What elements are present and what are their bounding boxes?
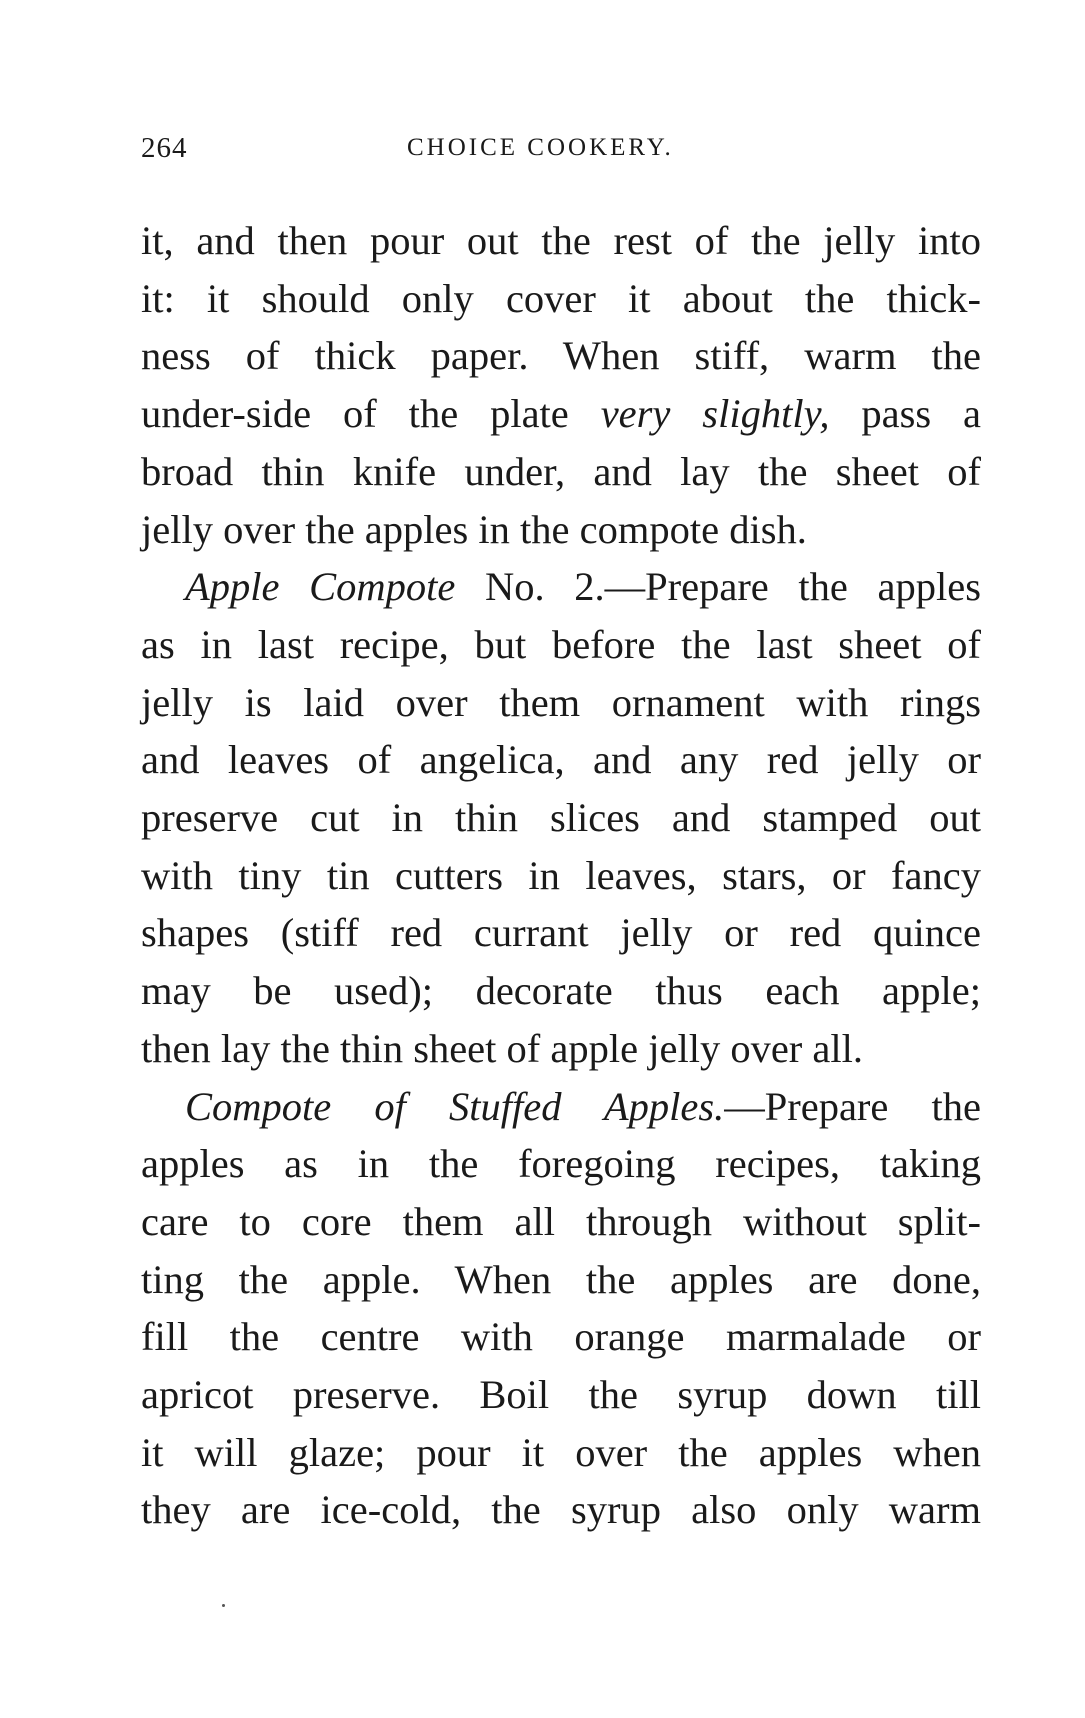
text-segment: jelly is laid over them ornament with rings [141,679,981,725]
text-segment: as in last recipe, but before the last sheet of [141,621,981,667]
text-segment: ness of thick paper. When stiff, warm the [141,333,981,379]
text-segment: care to core them all through without split- [141,1198,981,1244]
text-segment: may be used); decorate thus each apple; [141,968,981,1014]
text-line [141,731,981,789]
text-segment: it: it should only cover it about the thick- [141,275,981,321]
text-line [141,385,981,443]
text-line [141,1308,981,1366]
italic-text: very slightly, [600,391,830,437]
page-header [141,132,981,172]
italic-text: Apple Compote [185,564,456,610]
text-segment: jelly over the apples in the compote dish. [141,506,807,552]
text-line [141,1251,981,1309]
text-segment: and leaves of angelica, and any red jelly or [141,737,981,783]
text-line [141,270,981,328]
text-segment: under-side of the plate [141,391,601,437]
text-segment: apples as in the foregoing recipes, taking [141,1141,981,1187]
text-line [141,1424,981,1482]
stray-ink-mark [222,1604,225,1607]
italic-text: Compote of Stuffed Apples. [185,1083,725,1129]
text-line [141,1020,981,1078]
text-segment: No. 2.—Prepare the apples [455,564,981,610]
text-line [141,1366,981,1424]
text-line [141,1135,981,1193]
text-line [141,674,981,732]
text-segment: pass a [829,391,981,437]
text-line [141,558,981,616]
text-segment: then lay the thin sheet of apple jelly over all. [141,1025,864,1071]
text-line [141,327,981,385]
text-line [141,847,981,905]
text-segment: fill the centre with orange marmalade or [141,1314,981,1360]
text-line [141,904,981,962]
text-line [141,1193,981,1251]
text-segment: ting the apple. When the apples are done, [141,1256,981,1302]
body-text [141,212,981,1539]
text-segment: with tiny tin cutters in leaves, stars, or fancy [141,852,981,898]
text-line [141,962,981,1020]
text-segment: broad thin knife under, and lay the sheet of [141,448,981,494]
text-line [141,1078,981,1136]
text-line [141,212,981,270]
text-line [141,443,981,501]
text-line [141,789,981,847]
text-line [141,616,981,674]
running-title: CHOICE COOKERY. [407,134,674,161]
text-segment: they are ice-cold, the syrup also only warm [141,1487,981,1533]
text-segment: it, and then pour out the rest of the jelly into [141,218,981,263]
text-segment: shapes (stiff red currant jelly or red quince [141,910,981,956]
text-line [141,501,981,559]
text-segment: apricot preserve. Boil the syrup down till [141,1372,981,1418]
text-line [141,1481,981,1539]
text-segment: preserve cut in thin slices and stamped out [141,795,981,841]
page-number: 264 [141,132,188,164]
text-segment: —Prepare the [724,1083,981,1129]
text-segment: it will glaze; pour it over the apples when [141,1429,981,1475]
